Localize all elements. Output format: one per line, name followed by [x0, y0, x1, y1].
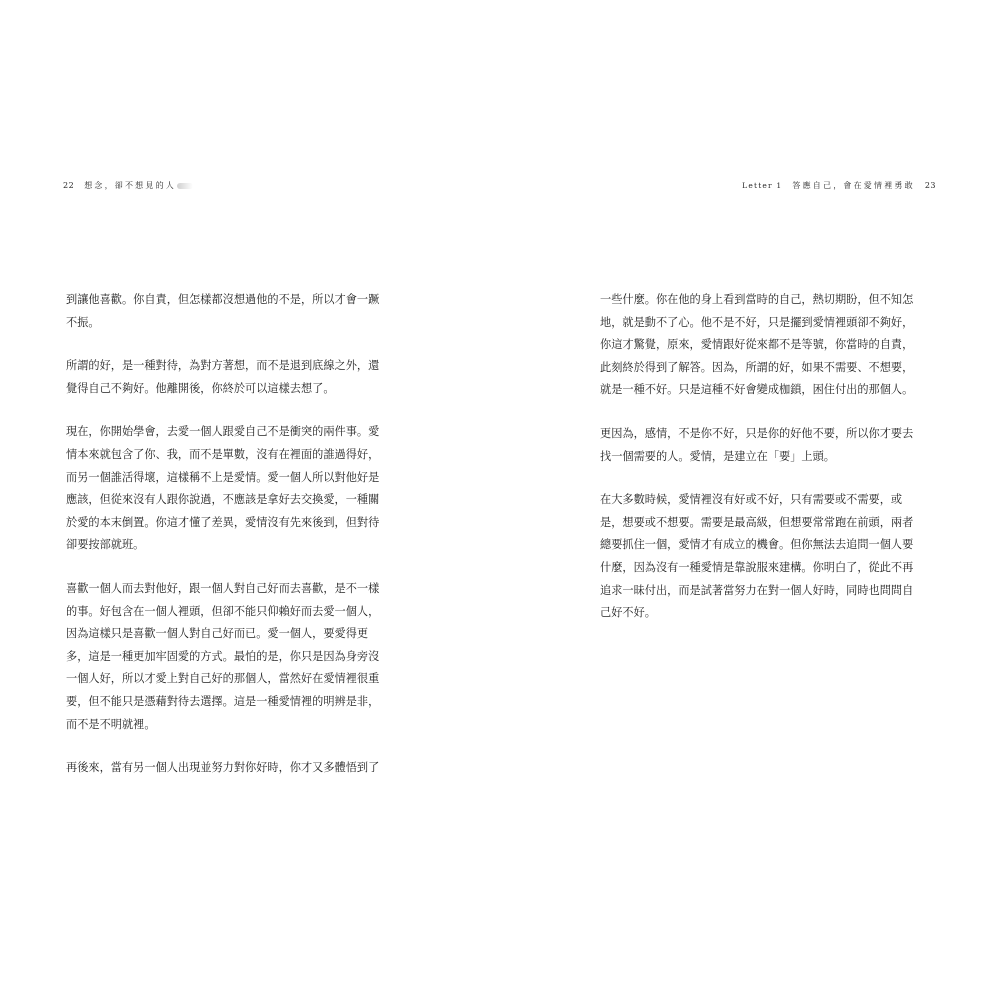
- right-body-text: [600, 289, 945, 646]
- left-page-number: 22: [63, 181, 75, 190]
- text-line: 所謂的好，是一種對待，為對方著想，而不是退到底線之外，還: [66, 359, 380, 373]
- text-line: 因為這樣只是喜歡一個人對自己好而已。愛一個人，要愛得更: [66, 627, 369, 641]
- text-line: 卻要按部就班。: [66, 538, 145, 552]
- paragraph: [66, 757, 411, 780]
- paragraph: [600, 289, 945, 402]
- right-header-series: Letter 1: [742, 181, 783, 190]
- text-line: 到讓他喜歡。你自責，但怎樣都沒想過他的不是，所以才會一蹶: [66, 293, 380, 306]
- right-page: [500, 0, 1000, 1000]
- text-line: 的事。好包含在一個人裡頭，但卻不能只仰賴好而去愛一個人，: [66, 604, 380, 618]
- text-line: 不振。: [66, 315, 100, 329]
- left-body-text: [66, 289, 411, 801]
- paragraph: [66, 289, 411, 334]
- paragraph: [66, 355, 411, 400]
- text-line: 再後來，當有另一個人出現並努力對你好時，你才又多體悟到了: [66, 761, 380, 775]
- fade-ornament: [177, 183, 193, 189]
- text-line: 是，想要或不想要。需要是最高級，但想要常常跑在前頭，兩者: [600, 515, 914, 529]
- text-line: 更因為，感情，不是你不好，只是你的好他不要，所以你才要去: [600, 426, 914, 440]
- text-line: 總要抓住一個，愛情才有成立的機會。但你無法去追問一個人要: [600, 538, 914, 552]
- text-line: 現在，你開始學會，去愛一個人跟愛自己不是衝突的兩件事。愛: [66, 425, 380, 439]
- left-header-title: 想念，卻不想見的人: [84, 181, 176, 190]
- text-line: 多，這是一種更加牢固愛的方式。最怕的是，你只是因為身旁沒: [66, 649, 380, 663]
- right-running-header: [742, 180, 936, 192]
- text-line: 己好不好。: [600, 606, 656, 620]
- right-page-number: 23: [924, 181, 936, 190]
- text-line: 此刻終於得到了解答。因為，所謂的好，如果不需要、不想要，: [600, 360, 914, 374]
- text-line: 在大多數時候，愛情裡沒有好或不好，只有需要或不需要，或: [600, 493, 903, 507]
- right-header-title: 答應自己，會在愛情裡勇敢: [792, 181, 915, 190]
- text-line: 情本來就包含了你、我，而不是單數，沒有在裡面的誰過得好，: [66, 447, 380, 461]
- text-line: 就是一種不好。只是這種不好會變成枷鎖，困住付出的那個人。: [600, 383, 914, 397]
- text-line: 找一個需要的人。愛情，是建立在「要」上頭。: [600, 449, 835, 463]
- text-line: 要，但不能只是憑藉對待去選擇。這是一種愛情裡的明辨是非，: [66, 694, 380, 708]
- text-line: 應該，但從來沒有人跟你說過，不應該是拿好去交換愛，一種關: [66, 493, 380, 507]
- paragraph: [600, 423, 945, 468]
- text-line: 於愛的本末倒置。你這才懂了差異，愛情沒有先來後到，但對待: [66, 515, 380, 529]
- left-running-header: [63, 180, 193, 192]
- text-line: 而不是不明就裡。: [66, 717, 156, 731]
- text-line: 一個人好，所以才愛上對自己好的那個人，當然好在愛情裡很重: [66, 672, 380, 686]
- paragraph: [600, 489, 945, 625]
- text-line: 追求一昧付出，而是試著當努力在對一個人好時，同時也問問自: [600, 583, 914, 597]
- text-line: 什麼，因為沒有一種愛情是靠說服來建構。你明白了，從此不再: [600, 560, 914, 574]
- text-line: 你這才驚覺，原來，愛情跟好從來都不是等號，你當時的自責，: [600, 338, 914, 352]
- text-line: 覺得自己不夠好。他離開後，你終於可以這樣去想了。: [66, 381, 335, 395]
- text-line: 地，就是動不了心。他不是不好，只是擺到愛情裡頭卻不夠好，: [600, 315, 914, 329]
- text-line: 而另一個誰活得壞，這樣稱不上是愛情。愛一個人所以對他好是: [66, 470, 380, 484]
- text-line: 喜歡一個人而去對他好，跟一個人對自己好而去喜歡，是不一樣: [66, 581, 380, 595]
- text-line: 一些什麼。你在他的身上看到當時的自己，熱切期盼，但不知怎: [600, 293, 914, 306]
- paragraph: [66, 421, 411, 557]
- paragraph: [66, 578, 411, 736]
